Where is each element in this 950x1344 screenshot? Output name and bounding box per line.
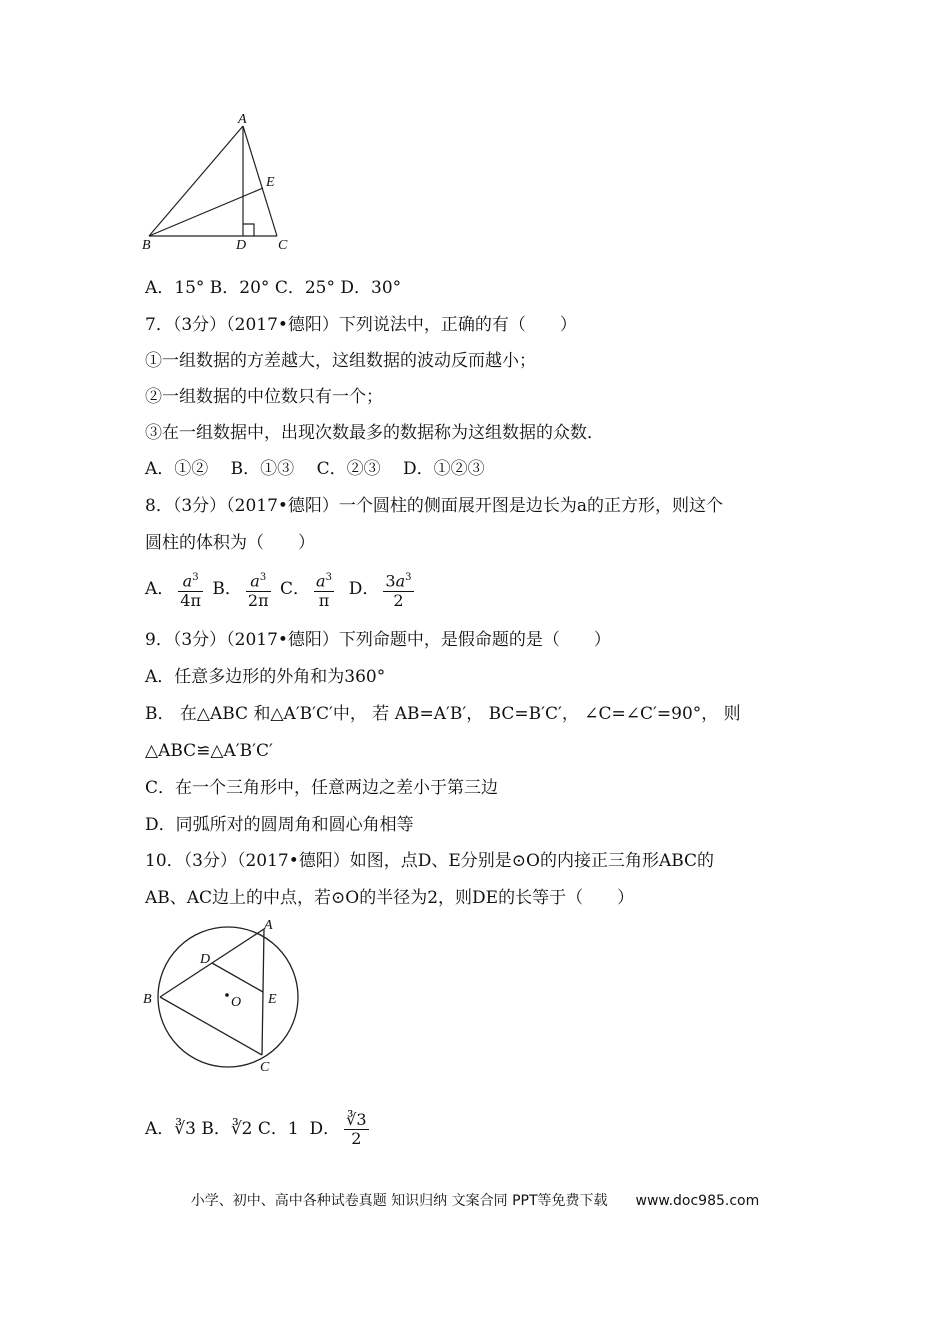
label-d: D (200, 952, 211, 967)
q8-stem-line2: 圆柱的体积为（ ） (145, 533, 315, 553)
triangle-figure (140, 108, 310, 258)
q8-stem-line1: 8．（3分）（2017•德阳）一个圆柱的侧面展开图是边长为a的正方形，则这个 (145, 496, 724, 516)
center-point (225, 993, 229, 997)
q9-option-a: A．任意多边形的外角和为360° (145, 667, 386, 687)
q8-option-a-fraction: $\frac{a^3}{4\pi}$ (178, 569, 203, 609)
q8-option-b-fraction: $\frac{a^3}{2\pi}$ (246, 569, 271, 609)
label-a: A (238, 112, 247, 127)
q9-option-d: D．同弧所对的圆周角和圆心角相等 (145, 815, 414, 835)
label-e: E (266, 175, 275, 190)
q10-option-a-value: ∛3 (174, 1119, 196, 1139)
q9-option-b-line2: △ABC≌△A′B′C′ (145, 741, 273, 761)
label-a: A (264, 918, 273, 933)
q10-option-d-fraction: $\frac{∛3}{2}$ (346, 1110, 367, 1148)
q7-statement-1: ①一组数据的方差越大，这组数据的波动反而越小； (145, 351, 536, 371)
segment-be (149, 188, 263, 236)
q8-option-d-fraction: $\frac{3a^3}{2}$ (383, 569, 413, 609)
label-c: C (278, 238, 288, 253)
q6-options: A．15° B．20° C．25° D．30° (145, 278, 402, 298)
circle-o (158, 927, 298, 1067)
circle-triangle-figure (138, 915, 313, 1075)
q7-statement-2: ②一组数据的中位数只有一个； (145, 387, 383, 407)
q10-option-b-value: ∛2 (230, 1119, 253, 1139)
q10-option-d-label: D． (309, 1119, 341, 1139)
right-angle-mark (243, 224, 254, 236)
label-o: O (231, 995, 242, 1010)
label-d: D (236, 238, 247, 253)
side-bc (160, 997, 262, 1055)
q10-stem-line1: 10．（3分）（2017•德阳）如图，点D、E分别是⊙O的内接正三角形ABC的 (145, 851, 715, 871)
page-footer (0, 1190, 950, 1210)
q8-option-c-label: C． (280, 579, 311, 599)
q10-options (145, 1106, 373, 1152)
q8-options (145, 566, 418, 612)
q8-option-d-label: D． (348, 579, 380, 599)
q9-option-c: C．在一个三角形中，任意两边之差小于第三边 (145, 778, 499, 798)
q7-stem: 7．（3分）（2017•德阳）下列说法中，正确的有（ ） (145, 315, 577, 335)
q10-option-c: C．1 (257, 1119, 299, 1139)
label-e: E (268, 992, 277, 1007)
q7-options: A．①② B．①③ C．②③ D．①②③ (145, 459, 485, 479)
q9-stem: 9．（3分）（2017•德阳）下列命题中，是假命题的是（ ） (145, 630, 611, 650)
q8-option-a-label: A． (145, 579, 175, 599)
q8-option-b-label: B． (212, 579, 242, 599)
footer-url[interactable]: www.doc985.com (635, 1193, 760, 1209)
q10-option-b-label: B． (201, 1119, 231, 1139)
label-b: B (143, 992, 152, 1007)
q8-option-c-fraction: $\frac{a^3}{\pi}$ (314, 569, 334, 609)
q10-stem-line2: AB、AC边上的中点，若⊙O的半径为2，则DE的长等于（ ） (145, 888, 635, 908)
q9-option-b-line1: B． 在△ABC 和△A′B′C′中， 若 AB=A′B′， BC=B′C′， ∠C=∠C′=90°， 则 (145, 704, 741, 724)
label-c: C (260, 1060, 270, 1075)
q7-statement-3: ③在一组数据中，出现次数最多的数据称为这组数据的众数． (145, 423, 604, 443)
footer-text: 小学、初中、高中各种试卷真题 知识归纳 文案合同 PPT等免费下载 (190, 1193, 608, 1209)
q10-option-a-label: A． (145, 1119, 175, 1139)
segment-de (212, 963, 263, 992)
side-ab (149, 126, 243, 236)
label-b: B (142, 238, 151, 253)
